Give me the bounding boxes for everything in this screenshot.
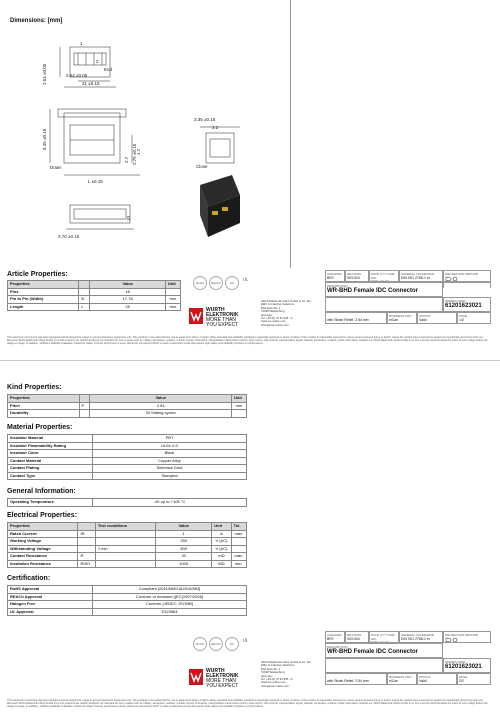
rohs-icon: RoHS bbox=[193, 276, 207, 290]
label-end: End bbox=[104, 67, 113, 72]
wurth-logo-icon bbox=[189, 308, 203, 324]
article-properties-title: Article Properties: bbox=[7, 271, 68, 278]
col-header-value: Value bbox=[90, 281, 165, 289]
wurth-logo-icon bbox=[189, 669, 203, 685]
product-title: WR-BHD Female IDC Connector bbox=[327, 288, 419, 294]
disclaimer-page-1: This electronic component has been designed and developed for usage in general electronic equipment only. This product is not authorized for use in equipment where a higher safety standard and reliability standard is especially required or where a failure of the product is reasonably expected to cause severe personal injury or death, unless the parties have executed an agreement specifically governing such use. Moreover Würth Elektronik eiSos GmbH & Co KG products are neither designed nor intended for use in areas such as military, aerospace, aviation, nuclear control, submarine, transportation (automotive control, train control, ship control), transportation signal, disaster prevention, medical, public information network etc. Würth Elektronik eiSos GmbH & Co KG must be informed about the intent of such usage before the design-in stage. In addition, sufficient reliability evaluation checks for safety must be performed on every electronic component which is used in electrical circuits that require high safety and reliability functions or performance. bbox=[7, 336, 488, 345]
table-row: RoHS Approval Compliant [2011/65/EU&2015/863] bbox=[8, 586, 247, 594]
table-row: Insulator Material PBT bbox=[8, 435, 247, 443]
slogan-1: MORE THAN bbox=[206, 317, 236, 323]
table-row: REACh Approval Conform or declared [(EC)1907/2006] bbox=[8, 593, 247, 601]
table-row: Contact Material Copper Alloy bbox=[8, 457, 247, 465]
label-close: Close bbox=[196, 164, 208, 169]
ul-icon: ᵁᴸ bbox=[243, 278, 248, 284]
table-row: Contact Resistance R 20 mΩ max. bbox=[8, 553, 247, 561]
page-number-2: 2/2 bbox=[459, 679, 464, 683]
table-row: UL Approval E323964 bbox=[8, 608, 247, 616]
table-row: Rated Current IR 1 A max. bbox=[8, 530, 247, 538]
article-properties-table bbox=[7, 280, 181, 311]
title-block-page-1: RoHS REACh HF ᵁᴸ WURTH ELEKTRONIK MORE THAN YOU EXPECT Würth Elektronik eiSos GmbH & Co. KG EMC & Inductive Solutions Max-Eyth-Str. 1 74638 Waldenburg Germany Tel. +49 (0) 79 42 945 - 0 www.we-online.com eiSos@we-online.com CHECKED BRY REVISION 003.004 DATE (YYYY-MM-DD) 2021-06-30 GENERAL TOLERANCE DIN ISO 2768-1 m PROJECTION METHOD DESCRIPTION WR-BHD Female IDC Connector ORDER CODE 61201623021 with Strain Relief, 2.54 mm BUSINESS UNIT eiCan STATUS Valid PAGE 1/2 bbox=[187, 270, 493, 332]
table-row: Length L 25 mm bbox=[8, 303, 181, 311]
label-dim-845: 8.45 ±0.15 bbox=[42, 128, 47, 150]
label-dim-254b: 2.54 ±0.05 bbox=[42, 63, 47, 85]
table-row: Pitch P 2.54 mm bbox=[8, 402, 247, 410]
label-dim-254: 2.54 ±0.05 bbox=[66, 73, 88, 78]
ul-icon: ᵁᴸ bbox=[243, 639, 248, 645]
table-row: Operating Temperature -40 up to +105 °C bbox=[8, 499, 247, 507]
material-properties-title: Material Properties: bbox=[7, 424, 73, 431]
table-row: Pins 16 bbox=[8, 288, 181, 296]
order-code: 61201623021 bbox=[445, 303, 482, 309]
general-information-table bbox=[7, 498, 247, 507]
projection-method-icon bbox=[445, 637, 459, 643]
slogan-1: MORE THAN bbox=[206, 678, 236, 684]
title-block-page-2: RoHS REACh HF ᵁᴸ WURTH ELEKTRONIK MORE THAN YOU EXPECT Würth Elektronik eiSos GmbH & Co. KG EMC & Inductive Solutions Max-Eyth-Str. 1 74638 Waldenburg Germany Tel. +49 (0) 79 42 945 - 0 www.we-online.com eiSos@we-online.com CHECKED BRY REVISION 003.004 DATE (YYYY-MM-DD) 2021-06-30 GENERAL TOLERANCE DIN ISO 2768-1 m PROJECTION METHOD DESCRIPTION WR-BHD Female IDC Connector ORDER CODE 61201623021 with Strain Relief, 2.54 mm BUSINESS UNIT eiCan STATUS Valid PAGE 2/2 bbox=[187, 631, 493, 693]
table-row: Insulation Resistance RISO 1000 MΩ min. bbox=[8, 560, 247, 568]
table-row: Contact Plating Selective Gold bbox=[8, 465, 247, 473]
general-information-title: General Information: bbox=[7, 488, 76, 495]
reach-icon: REACh bbox=[209, 276, 223, 290]
technical-drawing bbox=[0, 25, 290, 250]
disclaimer-page-2: This electronic component has been designed and developed for usage in general electronic equipment only. This product is not authorized for use in equipment where a higher safety standard and reliability standard is especially required or where a failure of the product is reasonably expected to cause severe personal injury or death, unless the parties have executed an agreement specifically governing such use. Moreover Würth Elektronik eiSos GmbH & Co KG products are neither designed nor intended for use in areas such as military, aerospace, aviation, nuclear control, submarine, transportation (automotive control, train control, ship control), transportation signal, disaster prevention, medical, public information network etc. Würth Elektronik eiSos GmbH & Co KG must be informed about the intent of such usage before the design-in stage. In addition, sufficient reliability evaluation checks for safety must be performed on every electronic component which is used in electrical circuits that require high safety and reliability functions or performance. bbox=[7, 699, 488, 708]
label-down: Down bbox=[50, 165, 62, 170]
slogan-2: YOU EXPECT bbox=[206, 683, 239, 689]
table-row: Insulator Flammability Rating UL94 V-0 bbox=[8, 442, 247, 450]
table-row: Pin to Pin (Width) B 17.78 mm bbox=[8, 296, 181, 304]
company-address: Würth Elektronik eiSos GmbH & Co. KG EMC & Inductive Solutions Max-Eyth-Str. 1 74638 Waldenburg Germany Tel. +49 (0) 79 42 945 - 0 www.we-online.com eiSos@we-online.com bbox=[261, 299, 311, 327]
company-address: Würth Elektronik eiSos GmbH & Co. KG EMC & Inductive Solutions Max-Eyth-Str. 1 74638 Waldenburg Germany Tel. +49 (0) 79 42 945 - 0 www.we-online.com eiSos@we-online.com bbox=[261, 660, 311, 688]
table-row: Durability 20 Mating cycles bbox=[8, 410, 247, 418]
label-dim-17: 1.7 bbox=[136, 148, 141, 155]
label-dim-22: 2.2 bbox=[212, 125, 219, 130]
connector-3d-render bbox=[200, 175, 240, 237]
electrical-properties-title: Electrical Properties: bbox=[7, 512, 78, 519]
table-row: Insulator Color Black bbox=[8, 450, 247, 458]
product-title: WR-BHD Female IDC Connector bbox=[327, 649, 419, 655]
table-row: Halogen Free Conform [JEDEC JS709B] bbox=[8, 601, 247, 609]
drawing-frame-divider bbox=[290, 0, 291, 268]
halogen-free-icon: HF bbox=[225, 637, 239, 651]
kind-properties-title: Kind Properties: bbox=[7, 384, 62, 391]
company-name-2: ELEKTRONIK bbox=[206, 312, 239, 318]
drawing-front-view bbox=[70, 205, 130, 223]
reach-icon: REACh bbox=[209, 637, 223, 651]
company-name-2: ELEKTRONIK bbox=[206, 673, 239, 679]
label-dim-1: 1 bbox=[80, 41, 83, 46]
slogan-2: YOU EXPECT bbox=[206, 322, 239, 328]
electrical-properties-table: Properties Test conditions Value Unit Tol. Rated Current IR 1 A max. Working Voltage 250 V (AC) Withstanding Voltage 1 min 500 V (AC) Contact Resistance R 20 mΩ max. Insulation Resistance RISO 1000 MΩ min. bbox=[7, 522, 247, 568]
table-row: Withstanding Voltage 1 min 500 V (AC) bbox=[8, 545, 247, 553]
company-name-1: WURTH bbox=[206, 668, 225, 674]
page-1 bbox=[0, 0, 500, 359]
kind-properties-table: Properties Value Unit Pitch P 2.54 mm Durability 20 Mating cycles bbox=[7, 394, 247, 418]
col-header-properties: Properties bbox=[8, 281, 79, 289]
label-dim-10: 10 bbox=[126, 215, 131, 221]
company-name-1: WURTH bbox=[206, 307, 225, 313]
certification-table bbox=[7, 585, 247, 616]
label-dim-370: 3.70 ±0.15 bbox=[58, 234, 80, 239]
table-row: Contact Type Stamped bbox=[8, 472, 247, 480]
label-dim-l: L ±0.15 bbox=[88, 179, 103, 184]
label-dim-2: 2 bbox=[96, 59, 99, 64]
halogen-free-icon: HF bbox=[225, 276, 239, 290]
table-row: Working Voltage 250 V (AC) bbox=[8, 538, 247, 546]
material-properties-table bbox=[7, 434, 247, 480]
rohs-icon: RoHS bbox=[193, 637, 207, 651]
label-dim-275: 2.75 ±0.15 bbox=[132, 143, 137, 165]
page-number-1: 1/2 bbox=[459, 318, 464, 322]
order-code: 61201623021 bbox=[445, 664, 482, 670]
label-dim-27: 2.7 bbox=[124, 156, 129, 163]
page-2 bbox=[0, 360, 500, 719]
label-dim-21: 21 ±0.15 bbox=[82, 81, 100, 86]
certification-title: Certification: bbox=[7, 575, 51, 582]
label-dim-335: 3.35 ±0.15 bbox=[194, 117, 216, 122]
dimensions-title: Dimensions: [mm] bbox=[10, 18, 63, 24]
drawing-side-view bbox=[64, 113, 120, 163]
col-header-unit: Unit bbox=[165, 281, 180, 289]
